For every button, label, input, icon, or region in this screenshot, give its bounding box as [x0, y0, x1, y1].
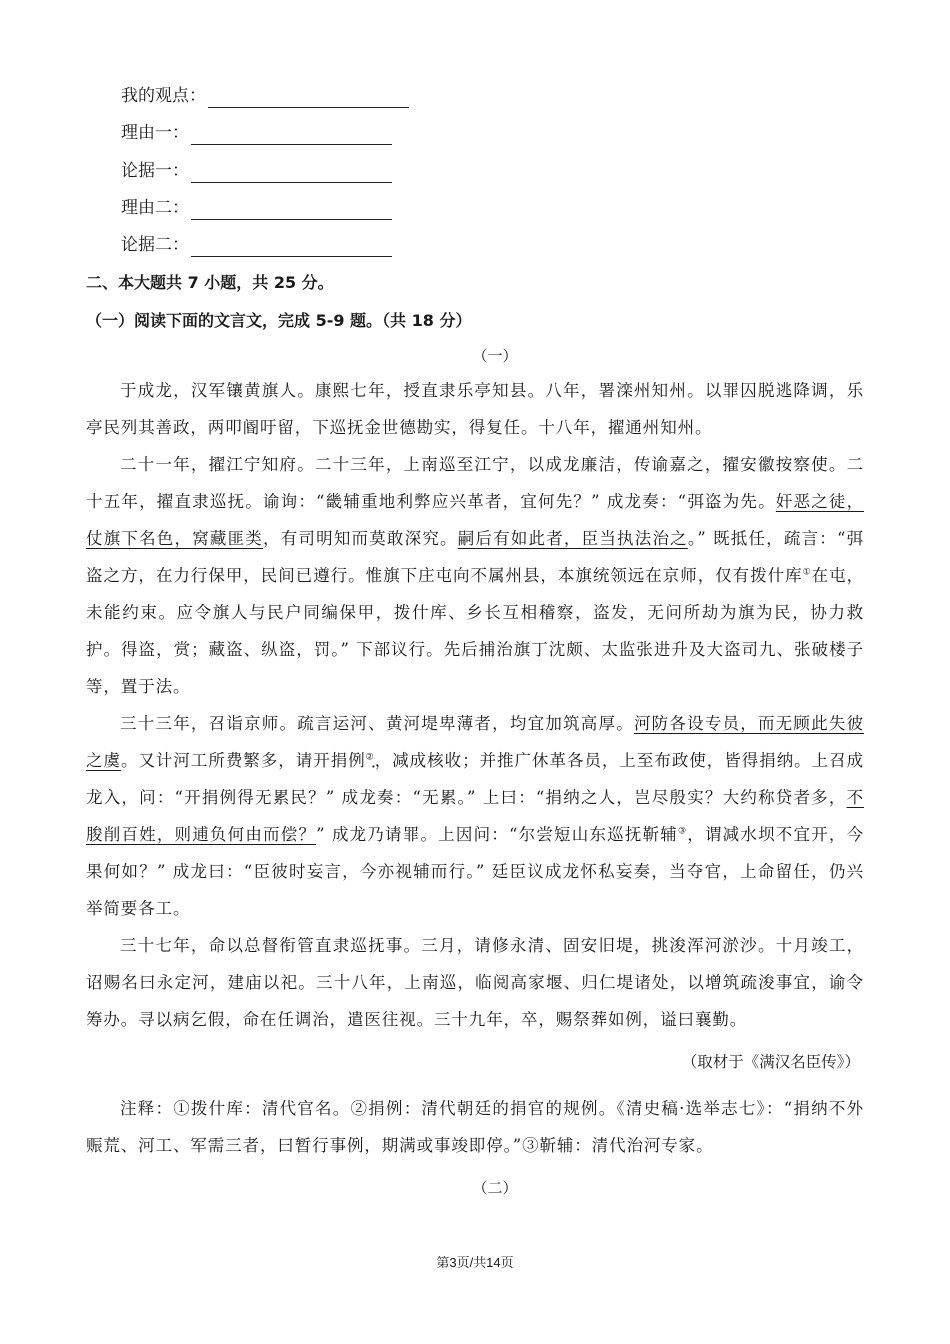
- passage-text: 于成龙，汉军镶黄旗人。康熙七年，授直隶乐亭知县。八年，署滦州知州。以罪囚脱逃降调，乐亭民列其善政，两叩阍吁留，下巡抚金世德勘实，得复任。十八年，擢通州知州。: [86, 381, 864, 437]
- reason1-blank[interactable]: [191, 124, 392, 145]
- passage-text: ，谓减水坝不宜开，今果何如？” 成龙曰：“臣彼时妄言，今亦视辅而行。” 廷臣议成龙怀私妄奏，当夺官，上命留任，仍兴举简要各工。: [86, 825, 865, 918]
- section2-heading: 二、本大题共 7 小题，共 25 分。: [86, 273, 334, 292]
- viewpoint-blank[interactable]: [208, 87, 409, 108]
- emphasis-char: 例: [348, 751, 366, 770]
- subsection1-heading: （一）阅读下面的文言文，完成 5-9 题。（共 18 分）: [86, 311, 472, 330]
- reason2-blank[interactable]: [191, 199, 392, 220]
- passage-paragraph-3: [86, 705, 864, 927]
- underlined-sentence: 嗣后有如此者，臣当执法治之: [457, 529, 688, 548]
- passage-text: 。又计河工所费繁多，请开捐: [120, 751, 349, 770]
- underlined-sentence: 不朘削百姓，则逋负何由而偿？: [86, 788, 864, 844]
- reason2-line[interactable]: [121, 196, 392, 220]
- emphasis-char: 尝: [536, 825, 555, 844]
- passage-text: ” 成龙乃请罪。上因问：“尔: [316, 825, 537, 844]
- passage-text: ，有司明知而莫敢深究。: [263, 529, 458, 548]
- notes: 注释：①拨什库：清代官名。②捐例：清代朝廷的捐官的规例。《清史稿·选举志七》：“捐纳不外赈荒、河工、军需三者，曰暂行事例，期满或事竣即停。”③靳辅：清代治河专家。: [86, 1099, 864, 1155]
- evidence2-blank[interactable]: [191, 236, 392, 257]
- evidence1-line[interactable]: [121, 159, 392, 183]
- passage-text: 三十七年，命以总督衔管直隶巡抚事。三月，请修永清、固安旧堤，挑浚浑河淤沙。十月竣工，诏赐名曰永定河，建庙以祀。三十八年，上南巡，临阅高家堰、归仁堤诸处，以增筑疏浚事宜，谕令筹办。: [86, 936, 864, 1029]
- viewpoint-label: 我的观点：: [121, 86, 206, 106]
- passage-text: ，减成核收；并推广休革各员，上至布政使，皆得捐纳。上召成龙入，问：“开捐例得无累民？” 成龙奏：“无累。” 上曰：“捐纳之人，岂尽殷实？大约称贷者多，: [86, 751, 865, 807]
- passage-text: 以病乞假，命在任调治，遣医往视。三十九年，卒，赐祭葬如例，谥曰襄勤。: [155, 1010, 748, 1029]
- passage-text: 二十一年，擢江宁知府。二十三年，上南巡至江宁，以成龙廉洁，传谕嘉之，擢安徽按察使。二十五年，擢直隶巡抚。谕询：“畿辅重地利弊应兴革者，宜何先？” 成龙奏：“: [86, 455, 864, 511]
- evidence1-blank[interactable]: [191, 162, 392, 183]
- passage-text: 在屯，未能约束。应令旗人与民户同编保甲，拨什库、乡长互相稽察，盗发，无问所劫为旗为民，协力救护。得盗，赏；藏盗、纵盗，罚。” 下部议行。先后捕治旗丁沈颇、太监张进升及大盗司九、张破楼子等，置于法。: [86, 566, 864, 696]
- reason2-label: 理由二：: [121, 198, 189, 218]
- page-footer: 第3页/共14页: [436, 1255, 514, 1270]
- footnote-marker: ①: [802, 567, 812, 578]
- part1-label: （一）: [472, 347, 518, 365]
- evidence1-label: 论据一：: [121, 161, 189, 181]
- evidence2-line[interactable]: [121, 233, 392, 257]
- passage-paragraph-2: [86, 446, 864, 705]
- reason1-line[interactable]: [121, 121, 392, 145]
- underlined-sentence: 河防各设专员，而无顾此失彼之虞: [86, 714, 864, 770]
- passage-paragraph-1: [86, 372, 864, 446]
- passage-text: 三十三年，召诣京师。疏言运河、黄河堤卑薄者，均宜加筑高厚。: [120, 714, 634, 733]
- emphasis-char: 弭: [687, 492, 706, 511]
- emphasis-char: 寻: [138, 1010, 156, 1029]
- underlined-sentence: 奸恶之徒，仗旗下名色，窝藏匪类: [86, 492, 865, 548]
- passage: [86, 372, 864, 1038]
- part2-label: （二）: [472, 1179, 518, 1197]
- evidence2-label: 论据二：: [121, 235, 189, 255]
- footnote-marker: ②: [365, 752, 375, 763]
- passage-text: 。” 既抵任，疏言：“弭盗之方，在力行保甲，民间已遵行。惟旗下庄屯向不属州县，本旗统领远在京师，仅有拨什库: [86, 529, 865, 585]
- viewpoint-line[interactable]: [121, 84, 409, 108]
- source-citation: （取材于《满汉名臣传》）: [681, 1053, 860, 1071]
- passage-text: 盗为先。: [705, 492, 776, 511]
- passage-text: 短山东巡抚靳辅: [554, 825, 678, 844]
- footnote-marker: ③: [677, 826, 688, 837]
- passage-paragraph-4: [86, 927, 864, 1038]
- reason1-label: 理由一：: [121, 123, 189, 143]
